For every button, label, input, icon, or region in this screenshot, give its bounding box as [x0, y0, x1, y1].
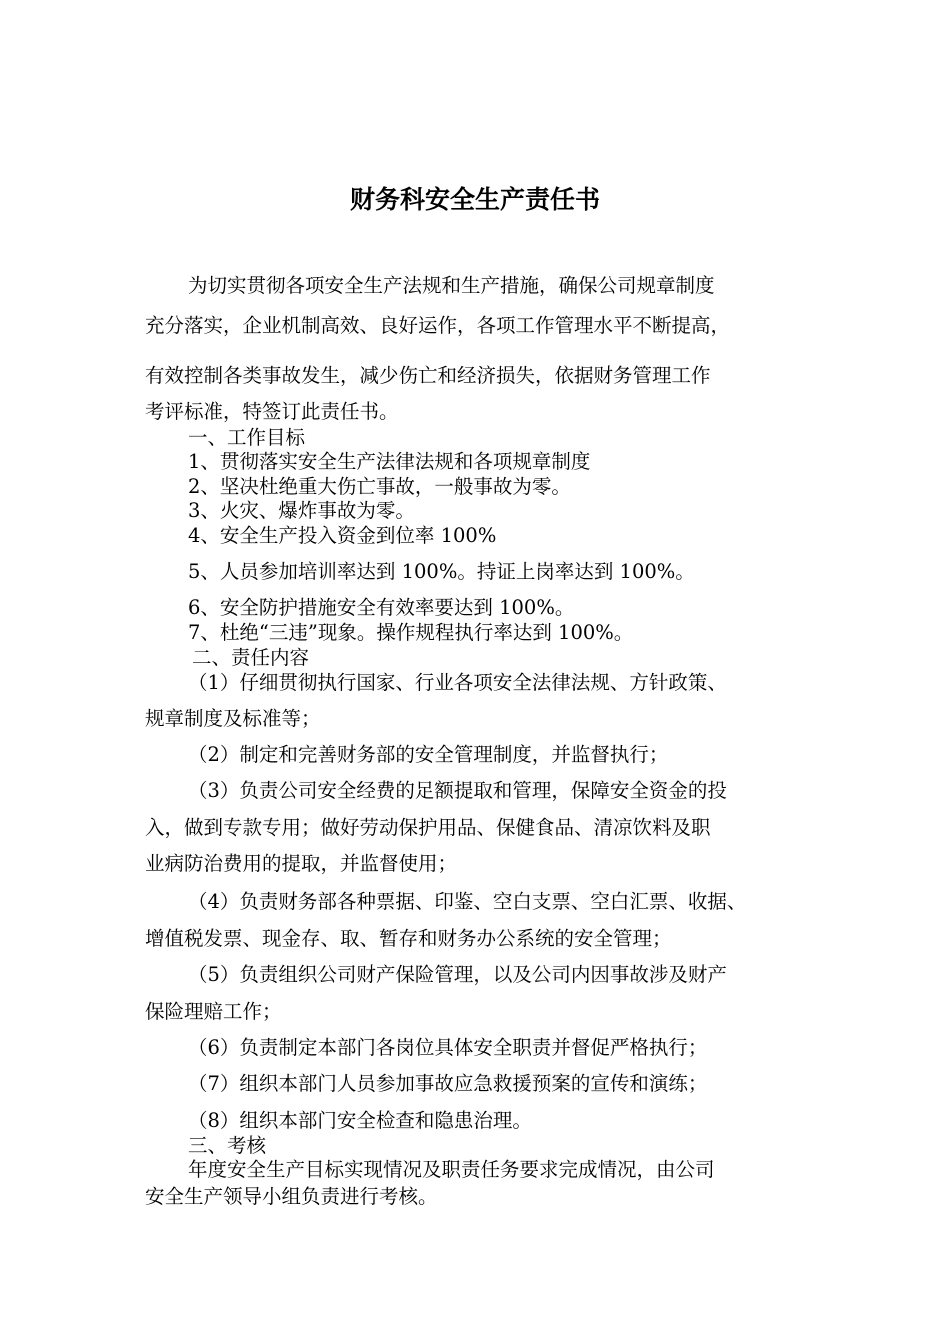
intro-line-4: 考评标准，特签订此责任书。	[145, 400, 399, 423]
section2-line-2: 规章制度及标准等；	[145, 707, 321, 730]
section2-line-6: 业病防治费用的提取，并监督使用；	[145, 852, 458, 875]
section2-line-11: （6）负责制定本部门各岗位具体安全职责并督促严格执行；	[188, 1036, 708, 1059]
section2-line-10: 保险理赔工作；	[145, 1000, 282, 1023]
section3-heading: 三、考核	[188, 1134, 267, 1157]
document-title: 财务科安全生产责任书	[349, 185, 600, 214]
section1-item-1: 1、贯彻落实安全生产法律法规和各项规章制度	[188, 450, 591, 473]
section1-item-7: 7、杜绝“三违”现象。操作规程执行率达到 100%。	[188, 621, 634, 644]
intro-line-3: 有效控制各类事故发生，减少伤亡和经济损失，依据财务管理工作	[145, 364, 711, 387]
section2-line-5: 入，做到专款专用；做好劳动保护用品、保健食品、清凉饮料及职	[145, 816, 711, 839]
section1-item-3: 3、火灾、爆炸事故为零。	[188, 499, 415, 522]
intro-line-2: 充分落实，企业机制高效、良好运作，各项工作管理水平不断提高，	[145, 314, 731, 337]
intro-line-1: 为切实贯彻各项安全生产法规和生产措施，确保公司规章制度	[188, 274, 715, 297]
section1-item-2: 2、坚决杜绝重大伤亡事故，一般事故为零。	[188, 475, 571, 498]
section3-line-2: 安全生产领导小组负责进行考核。	[145, 1185, 438, 1208]
section1-heading: 一、工作目标	[188, 426, 306, 449]
section2-line-7: （4）负责财务部各种票据、印鉴、空白支票、空白汇票、收据、	[188, 890, 747, 913]
section2-line-8: 增值税发票、现金存、取、暂存和财务办公系统的安全管理；	[145, 927, 672, 950]
section2-heading: 二、责任内容	[192, 646, 310, 669]
section2-line-3: （2）制定和完善财务部的安全管理制度，并监督执行；	[188, 743, 669, 766]
section1-item-5: 5、人员参加培训率达到 100%。持证上岗率达到 100%。	[188, 560, 695, 583]
section2-line-1: （1）仔细贯彻执行国家、行业各项安全法律法规、方针政策、	[188, 671, 727, 694]
section2-line-13: （8）组织本部门安全检查和隐患治理。	[188, 1109, 532, 1132]
section2-line-9: （5）负责组织公司财产保险管理，以及公司内因事故涉及财产	[188, 963, 727, 986]
section3-line-1: 年度安全生产目标实现情况及职责任务要求完成情况，由公司	[188, 1158, 715, 1181]
section1-item-6: 6、安全防护措施安全有效率要达到 100%。	[188, 596, 575, 619]
section2-line-12: （7）组织本部门人员参加事故应急救援预案的宣传和演练；	[188, 1072, 708, 1095]
section2-line-4: （3）负责公司安全经费的足额提取和管理，保障安全资金的投	[188, 779, 727, 802]
section1-item-4: 4、安全生产投入资金到位率 100%	[188, 524, 497, 547]
